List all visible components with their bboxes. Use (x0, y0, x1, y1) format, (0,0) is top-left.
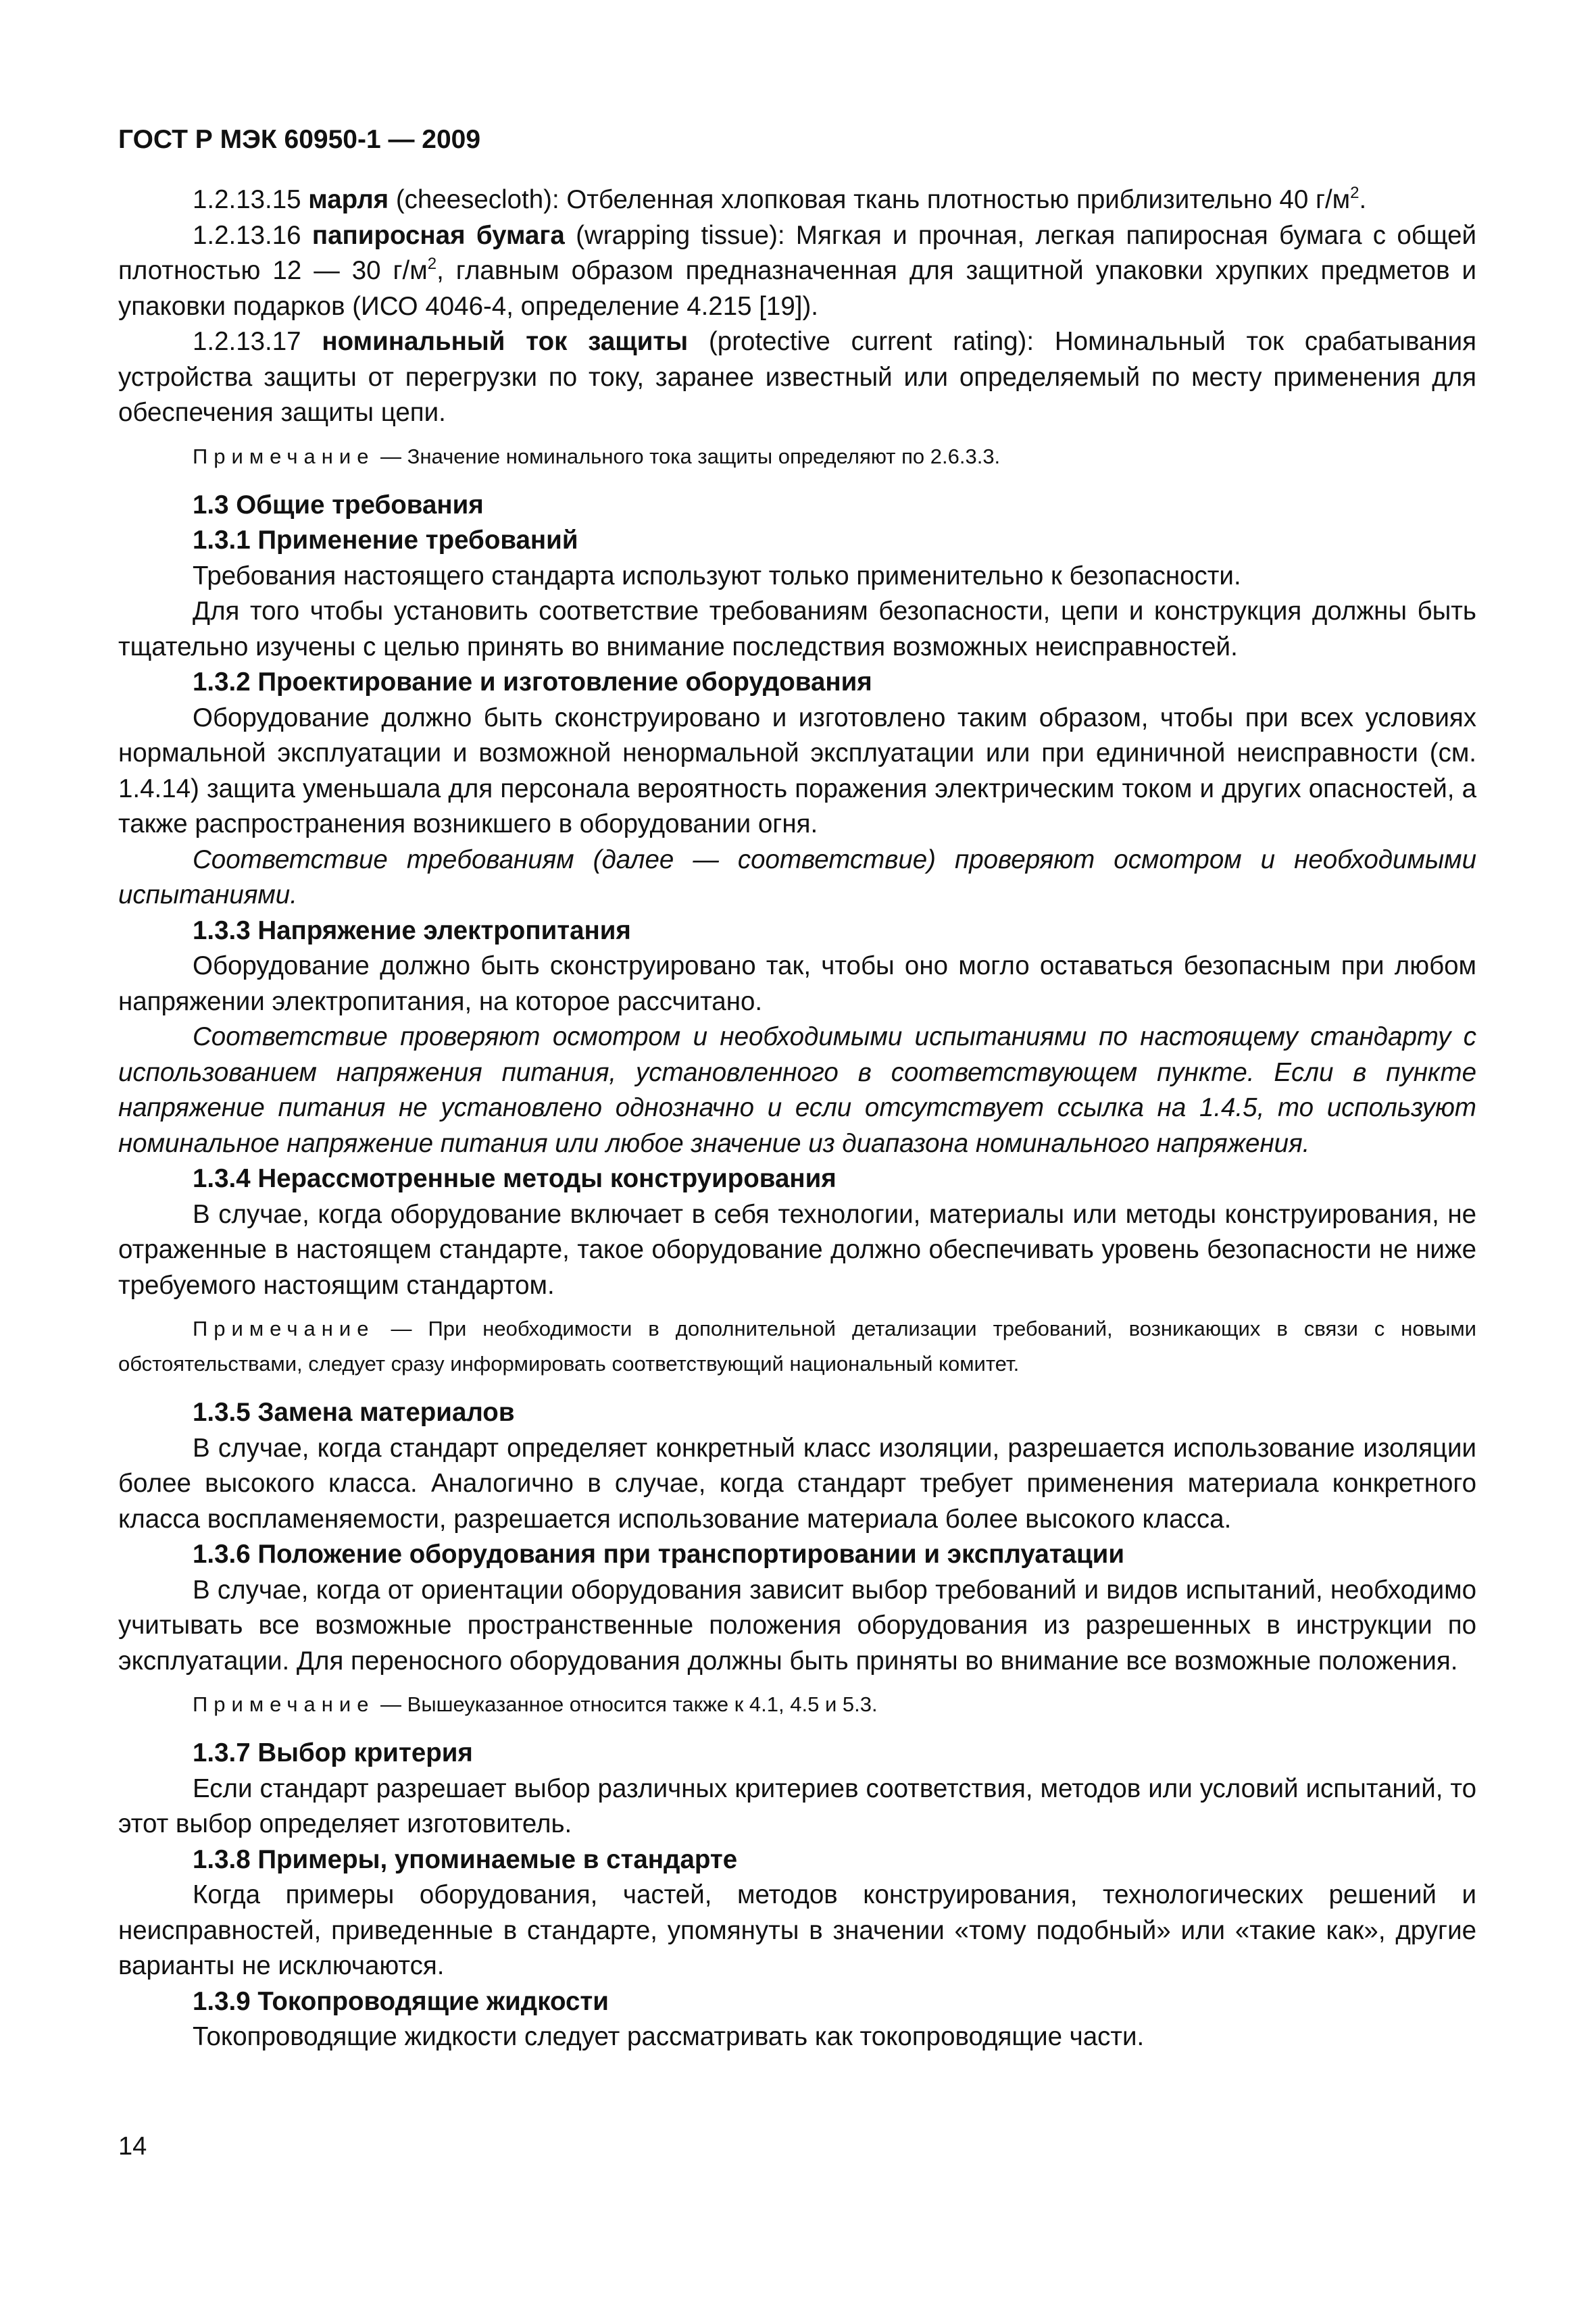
note-text: — Значение номинального тока защиты определяют по 2.6.3.3. (374, 444, 1001, 468)
paragraph: Когда примеры оборудования, частей, методов конструирования, технологических решений и неисправностей, приведенные в стандарте, упомянуты в значении «тому подобный» или «такие как», другие варианты не исключаются. (118, 1880, 1476, 1980)
document-header: ГОСТ Р МЭК 60950-1 — 2009 (118, 125, 481, 154)
definition-1-2-13-16 (118, 218, 1476, 325)
compliance-paragraph: Соответствие требованиям (далее — соответствие) проверяют осмотром и необходимыми испытаниями. (118, 845, 1476, 909)
paragraph: В случае, когда от ориентации оборудования зависит выбор требований и видов испытаний, необходимо учитывать все возможные пространственные положения оборудования из разрешенных в инструкции по эксплуатации. Для переносного оборудования должны быть приняты во внимание все возможные положения. (118, 1575, 1476, 1676)
section-1-3-7-heading: 1.3.7 Выбор критерия (193, 1738, 473, 1767)
definition-number: 1.2.13.15 (193, 185, 301, 214)
definition-number: 1.2.13.16 (193, 220, 301, 250)
definition-1-2-13-17 (118, 324, 1476, 431)
note-text: — При необходимости в дополнительной детализации требований, возникающих в связи с новыми обстоятельствами, следует сразу информировать соответствующий национальный комитет. (118, 1317, 1476, 1376)
note-3 (118, 1687, 1476, 1722)
section-1-3-3-heading: 1.3.3 Напряжение электропитания (193, 915, 631, 945)
paragraph: Оборудование должно быть сконструировано и изготовлено таким образом, чтобы при всех условиях нормальной эксплуатации и возможной ненормальной эксплуатации или при единичной неисправности (см. 1.4.14) защита уменьшала для персонала вероятность поражения электрическим током и других опасностей, а также распространения возникшего в оборудовании огня. (118, 703, 1476, 838)
paragraph: Требования настоящего стандарта используют только применительно к безопасности. (193, 561, 1241, 590)
section-1-3-9-heading: 1.3.9 Токопроводящие жидкости (193, 1986, 609, 2016)
superscript: 2 (1350, 184, 1360, 202)
note-2 (118, 1311, 1476, 1382)
section-1-3-6-heading: 1.3.6 Положение оборудования при транспортировании и эксплуатации (193, 1540, 1125, 1569)
section-1-3-8-heading: 1.3.8 Примеры, упоминаемые в стандарте (193, 1844, 738, 1874)
definition-text: (cheesecloth): Отбеленная хлопковая ткань плотностью приблизительно 40 г/м (389, 185, 1351, 214)
definition-text: (wrapping tissue): Мягкая и прочная, легкая папиросная бумага с общей плотностью 12 — 30 г/м (118, 220, 1476, 285)
paragraph: Для того чтобы установить соответствие требованиям безопасности, цепи и конструкция должны быть тщательно изучены с целью принять во внимание последствия возможных неисправностей. (118, 597, 1476, 661)
page-number: 14 (118, 2132, 147, 2161)
note-label: Примечание (193, 1317, 375, 1340)
definition-term: марля (308, 185, 389, 214)
definition-term: номинальный ток защиты (322, 327, 689, 356)
paragraph: Оборудование должно быть сконструировано так, чтобы оно могло оставаться безопасным при любом напряжении электропитания, на которое рассчитано. (118, 951, 1476, 1016)
document-page (118, 123, 1476, 2055)
section-1-3-4-heading: 1.3.4 Нерассмотренные методы конструирования (193, 1164, 837, 1193)
section-1-3-heading: 1.3 Общие требования (193, 490, 484, 520)
definition-1-2-13-15 (118, 182, 1476, 218)
definition-term: папиросная бумага (311, 220, 565, 250)
note-1 (118, 439, 1476, 474)
section-1-3-5-heading: 1.3.5 Замена материалов (193, 1398, 515, 1427)
paragraph: Токопроводящие жидкости следует рассматривать как токопроводящие части. (193, 2022, 1145, 2051)
definition-text: (protective current rating): Номинальный ток срабатывания устройства защиты от перегрузки по току, заранее известный или определяемый по месту применения для обеспечения защиты цепи. (118, 327, 1476, 427)
section-1-3-1-heading: 1.3.1 Применение требований (193, 526, 578, 555)
note-label: Примечание (193, 444, 375, 468)
note-text: — Вышеуказанное относится также к 4.1, 4.5 и 5.3. (374, 1692, 878, 1716)
compliance-paragraph: Соответствие проверяют осмотром и необходимыми испытаниями по настоящему стандарту с использованием напряжения питания, установленного в соответствующем пункте. Если в пункте напряжение питания не установлено однозначно и если отсутствует ссылка на 1.4.5, то используют номинальное напряжение питания или любое значение из диапазона номинального напряжения. (118, 1022, 1476, 1158)
definition-tail: , главным образом предназначенная для защитной упаковки хрупких предметов и упаковки подарков (ИСО 4046-4, определение 4.215 [19]). (118, 256, 1477, 321)
paragraph: В случае, когда оборудование включает в себя технологии, материалы или методы конструирования, не отраженные в настоящем стандарте, такое оборудование должно обеспечивать уровень безопасности не ниже требуемого настоящим стандартом. (118, 1199, 1476, 1300)
definition-number: 1.2.13.17 (193, 327, 301, 356)
paragraph: Если стандарт разрешает выбор различных критериев соответствия, методов или условий испытаний, то этот выбор определяет изготовитель. (118, 1774, 1476, 1838)
section-1-3-2-heading: 1.3.2 Проектирование и изготовление оборудования (193, 668, 872, 697)
superscript: 2 (427, 255, 437, 273)
note-label: Примечание (193, 1692, 375, 1716)
paragraph: В случае, когда стандарт определяет конкретный класс изоляции, разрешается использование изоляции более высокого класса. Аналогично в случае, когда стандарт требует применения материала конкретного класса воспламеняемости, разрешается использование материала более высокого класса. (118, 1433, 1476, 1534)
definition-tail: . (1359, 185, 1367, 214)
